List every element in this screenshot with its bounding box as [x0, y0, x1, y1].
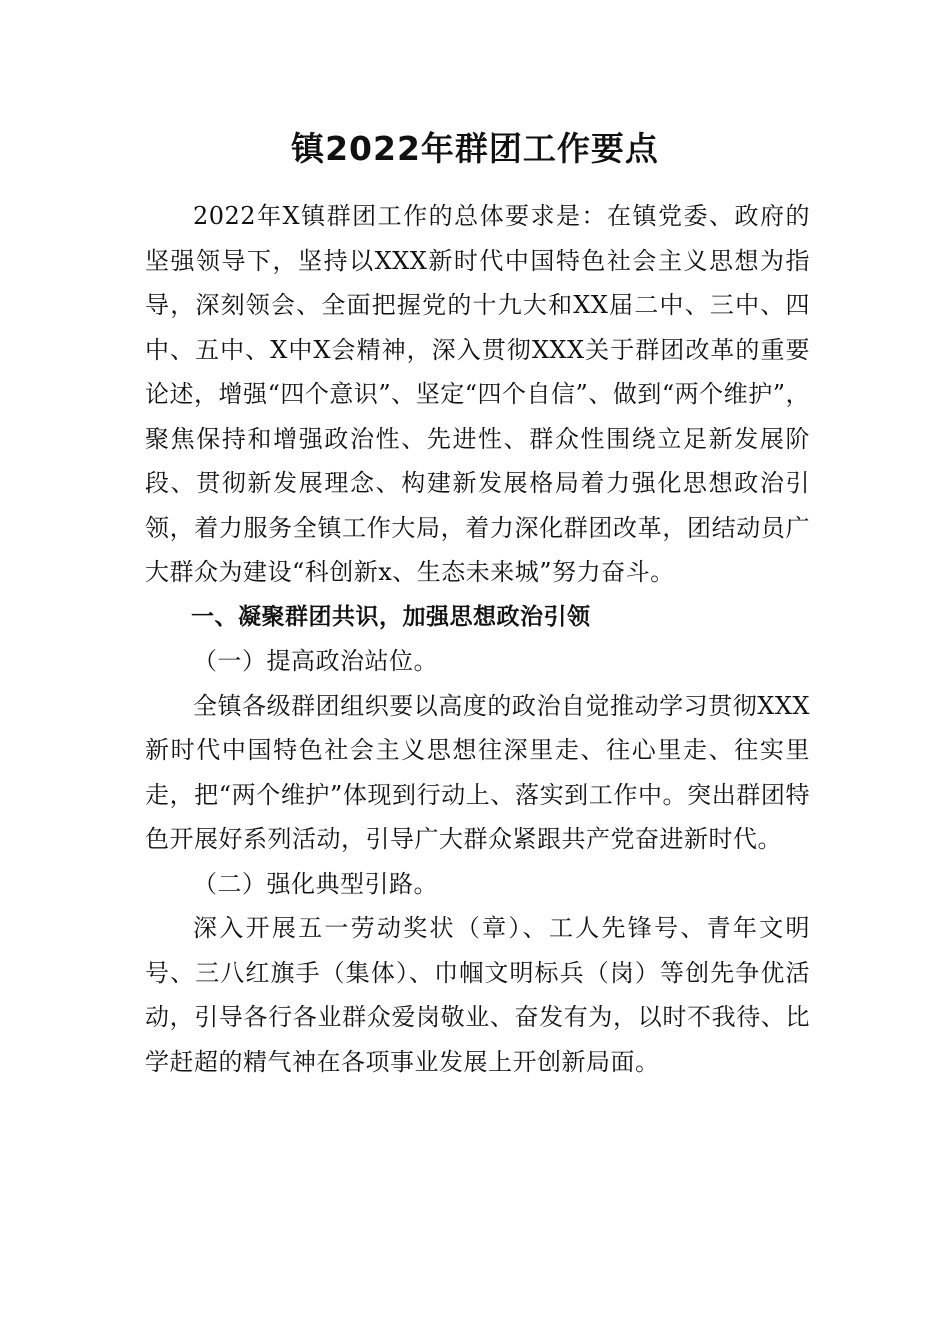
subsection-paragraph-2: 深入开展五一劳动奖状（章）、工人先锋号、青年文明号、三八红旗手（集体）、巾帼文明标兵（岗）等创先争优活动，引导各行各业群众爱岗敬业、奋发有为，以时不我待、比学赶超的精气神在各项事业发展上开创新局面。 [145, 914, 810, 1076]
subsection-heading-2: （二）强化典型引路。 [193, 869, 438, 898]
section-heading: 一、凝聚群团共识，加强思想政治引领 [191, 603, 591, 630]
subsection-heading-1: （一）提高政治站位。 [193, 647, 438, 675]
document-body [145, 194, 810, 1084]
intro-paragraph: 2022年X镇群团工作的总体要求是：在镇党委、政府的坚强领导下，坚持以XXX新时代中国特色社会主义思想为指导，深刻领会、全面把握党的十九大和XX届二中、三中、四中、五中、X中X会精神，深入贯彻XXX关于群团改革的重要论述，增强“四个意识”、坚定“四个自信”、做到“两个维护”，聚焦保持和增强政治性、先进性、群众性围绕立足新发展阶段、贯彻新发展理念、构建新发展格局着力强化思想政治引领，着力服务全镇工作大局，着力深化群团改革，团结动员广大群众为建设“科创新x、生态未来城”努力奋斗。 [145, 202, 810, 586]
document-title: 镇2022年群团工作要点 [291, 129, 659, 168]
subsection-paragraph-1: 全镇各级群团组织要以高度的政治自觉推动学习贯彻XXX新时代中国特色社会主义思想往深里走、往心里走、往实里走，把“两个维护”体现到行动上、落实到工作中。突出群团特色开展好系列活动，引导广大群众紧跟共产党奋进新时代。 [145, 691, 810, 853]
